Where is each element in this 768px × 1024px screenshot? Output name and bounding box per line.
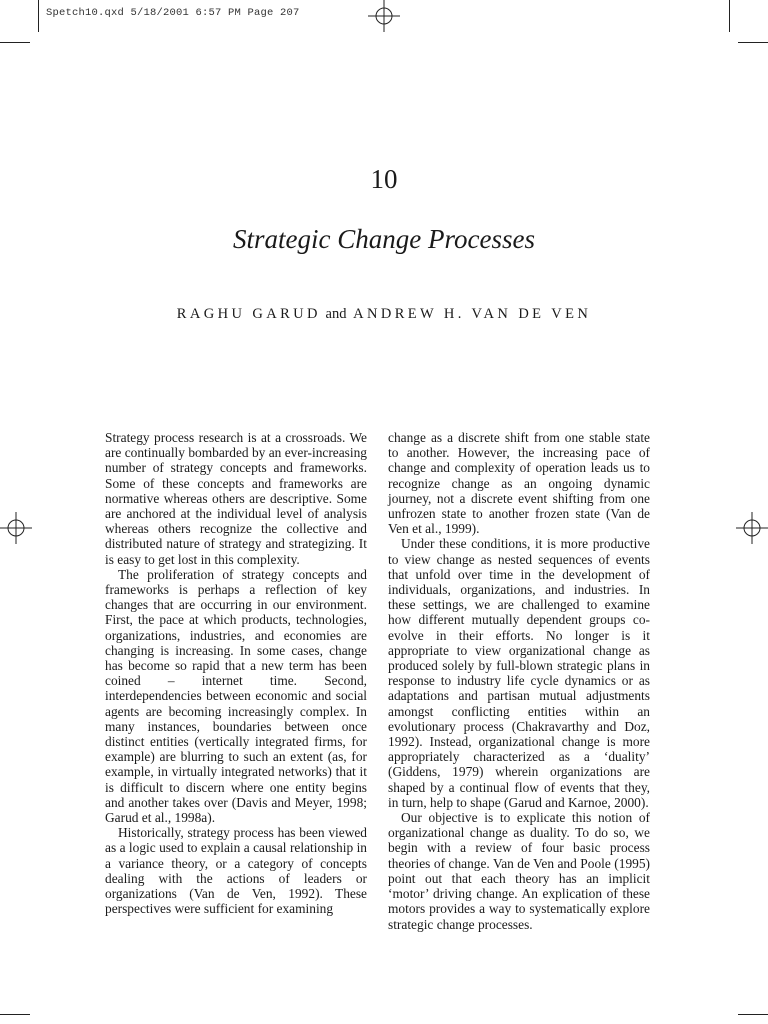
body-column-left xyxy=(105,430,367,917)
print-slug: Spetch10.qxd 5/18/2001 6:57 PM Page 207 xyxy=(46,7,300,19)
crop-mark-top-left-vertical xyxy=(38,0,39,32)
paragraph: change as a discrete shift from one stable state to another. However, the increasing pace of change and complexity of operation leads us to recognize change as an ongoing dynamic journey, not a discrete event shifting from one unfrozen state to another frozen state (Van de Ven et al., 1999). xyxy=(388,430,650,537)
crop-mark-top-right-vertical xyxy=(729,0,730,32)
registration-mark-left-icon xyxy=(0,512,32,544)
registration-mark-top-icon xyxy=(368,0,400,32)
crop-mark-bottom-left-horizontal xyxy=(0,1014,30,1015)
paragraph: Historically, strategy process has been viewed as a logic used to explain a causal relationship in a variance theory, or a category of concepts dealing with the actions of leaders or organizations (Van de Ven, 1992). These perspectives were sufficient for examining xyxy=(105,825,367,917)
author-name: RAGHU GARUD xyxy=(176,306,321,322)
chapter-number: 10 xyxy=(370,164,398,194)
chapter-title: Strategic Change Processes xyxy=(233,224,535,254)
author-conjunction: and xyxy=(325,306,347,322)
paragraph: Our objective is to explicate this notion of organizational change as duality. To do so, we begin with a review of four basic process theories of change. Van de Ven and Poole (1995) point out that each theory has an implicit ‘motor’ driving change. An explication of these motors provides a way to systematically explore strategic change processes. xyxy=(388,810,650,932)
chapter-authors xyxy=(0,306,768,323)
author-name: ANDREW H. VAN DE VEN xyxy=(353,306,592,322)
crop-mark-top-left-horizontal xyxy=(0,42,30,43)
body-column-right xyxy=(388,430,650,932)
paragraph: Under these conditions, it is more productive to view change as nested sequences of events that unfold over time in the development of individuals, organizations, and industries. In these settings, we are challenged to examine how different mutually dependent groups co-evolve in their efforts. No longer is it appropriate to view organizational change as produced solely by full-blown strategic plans in response to industry life cycle dynamics or as adaptations and partisan mutual adjustments amongst conflicting entities within an evolutionary process (Chakravarthy and Doz, 1992). Instead, organizational change is more appropriately characterized as a ‘duality’ (Giddens, 1979) wherein organizations are shaped by a continual flow of events that they, in turn, help to shape (Garud and Karnoe, 2000). xyxy=(388,536,650,810)
paragraph: Strategy process research is at a crossroads. We are continually bombarded by an ever-increasing number of strategy concepts and frameworks. Some of these concepts and frameworks are normative whereas others are descriptive. Some are anchored at the individual level of analysis whereas others recognize the collective and distributed nature of strategy and strategizing. It is easy to get lost in this complexity. xyxy=(105,430,367,567)
crop-mark-bottom-right-horizontal xyxy=(738,1014,768,1015)
crop-mark-top-right-horizontal xyxy=(738,42,768,43)
paragraph: The proliferation of strategy concepts and frameworks is perhaps a reflection of key changes that are occurring in our environment. First, the pace at which products, technologies, organizations, industries, and economies are changing is increasing. In some cases, change has become so rapid that a new term has been coined – internet time. Second, interdependencies between economic and social agents are becoming increasingly complex. In many instances, boundaries between once distinct entities (vertically integrated firms, for example) are blurring to such an extent (as, for example, in virtually integrated networks) that it is difficult to discern where one entity begins and another takes over (Davis and Meyer, 1998; Garud et al., 1998a). xyxy=(105,566,367,826)
registration-mark-right-icon xyxy=(736,512,768,544)
